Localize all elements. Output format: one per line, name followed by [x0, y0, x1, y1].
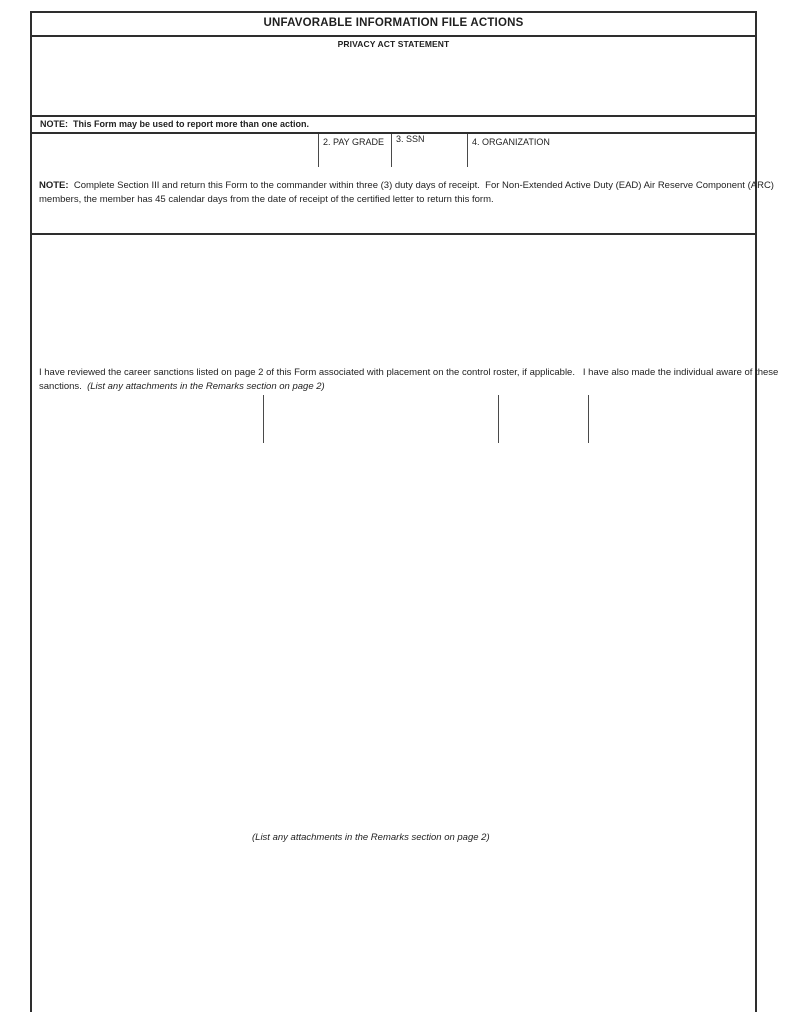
return-note-line1: NOTE: Complete Section III and return this Form to the commander within three (3) duty days of receipt. For Non-Extended Active Duty (EAD) Air Reserve Component (ARC) — [39, 180, 774, 191]
form-title: UNFAVORABLE INFORMATION FILE ACTIONS — [32, 13, 755, 37]
pay-grade-field[interactable] — [318, 134, 391, 167]
sanctions-line1: I have reviewed the career sanctions listed on page 2 of this Form associated with placement on the control roster, if applicable. I have also made the individual aware of these — [39, 367, 779, 378]
organization-field[interactable] — [467, 134, 755, 167]
sanctions-attachments-note: (List any attachments in the Remarks section on page 2) — [87, 381, 325, 392]
signature-row-divider-3 — [588, 395, 589, 443]
pay-grade-label: 2. PAY GRADE — [323, 137, 385, 147]
return-note-line2: members, the member has 45 calendar days from the date of receipt of the certified letter to return this form. — [39, 194, 494, 205]
career-sanctions-statement — [39, 366, 779, 394]
note-bar: NOTE: This Form may be used to report more than one action. — [32, 117, 755, 134]
return-instructions-note — [39, 179, 774, 207]
member-identification-section — [32, 134, 774, 235]
organization-label: 4. ORGANIZATION — [472, 137, 550, 147]
attachments-note: (List any attachments in the Remarks section on page 2) — [252, 832, 490, 843]
return-note-bold-prefix: NOTE: — [39, 180, 69, 191]
commander-action-section — [32, 235, 779, 1014]
signature-row-divider-1 — [263, 395, 264, 443]
privacy-act-heading: PRIVACY ACT STATEMENT — [337, 39, 450, 49]
ssn-field[interactable] — [391, 134, 467, 167]
signature-row-divider-2 — [498, 395, 499, 443]
unfavorable-information-form — [30, 11, 779, 1012]
sanctions-line2: sanctions. (List any attachments in the Remarks section on page 2) — [39, 381, 325, 392]
privacy-act-section — [32, 37, 755, 117]
ssn-label: 3. SSN — [396, 134, 425, 144]
